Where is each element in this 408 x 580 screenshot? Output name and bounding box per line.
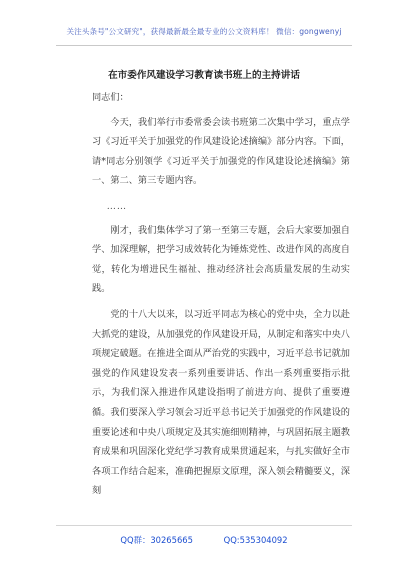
footer-qq: QQ:535304092 — [223, 535, 288, 545]
footer-contact — [0, 534, 408, 546]
paragraph-1: 今天，我们举行市委常委会读书班第二次集中学习，重点学习《习近平关于加强党的作风建设论述摘编》部分内容。下面，请*同志分别领学《习近平关于加强党的作风建设论述摘编》第一、第二、第三专题内容。 — [92, 116, 350, 187]
document-title: 在市委作风建设学习教育读书班上的主持讲话 — [108, 70, 300, 81]
salutation: 同志们： — [92, 92, 129, 103]
document-body — [92, 88, 350, 507]
paragraph-2: 刚才，我们集体学习了第一至第三专题，会后大家要加强自学、加深理解，把学习成效转化为锤炼党性、改进作风的高度自觉，转化为增进民生福祉、推动经济社会高质量发展的生动实践。 — [92, 224, 350, 295]
footer-divider — [56, 525, 352, 526]
paragraph-3: 党的十八大以来，以习近平同志为核心的党中央，全力以赴大抓党的建设，从加强党的作风建设开局，从制定和落实中央八项规定破题。在推进全面从严治党的实践中，习近平总书记就加强党的作风建设发表一系列重要讲话、作出一系列重要指示批示，为我们深入推进作风建设指明了前进方向、提供了重要遵循。我们要深入学习领会习近平总书记关于加强党的作风建设的重要论述和中央八项规定及其实施细则精神，与巩固拓展主题教育成果和巩固深化党纪学习教育成果贯通起来，与扎实做好全市各项工作结合起来，准确把握原文原理，深入领会精髓要义，深刻 — [92, 308, 350, 497]
header-divider — [56, 45, 352, 46]
ellipsis: …… — [106, 200, 128, 212]
header-banner: 关注头条号"公文研究"，获得最新最全最专业的公文资料库！ 微信：gongwenyj — [66, 27, 342, 36]
footer-qq-group: QQ群：30265665 — [120, 535, 193, 545]
